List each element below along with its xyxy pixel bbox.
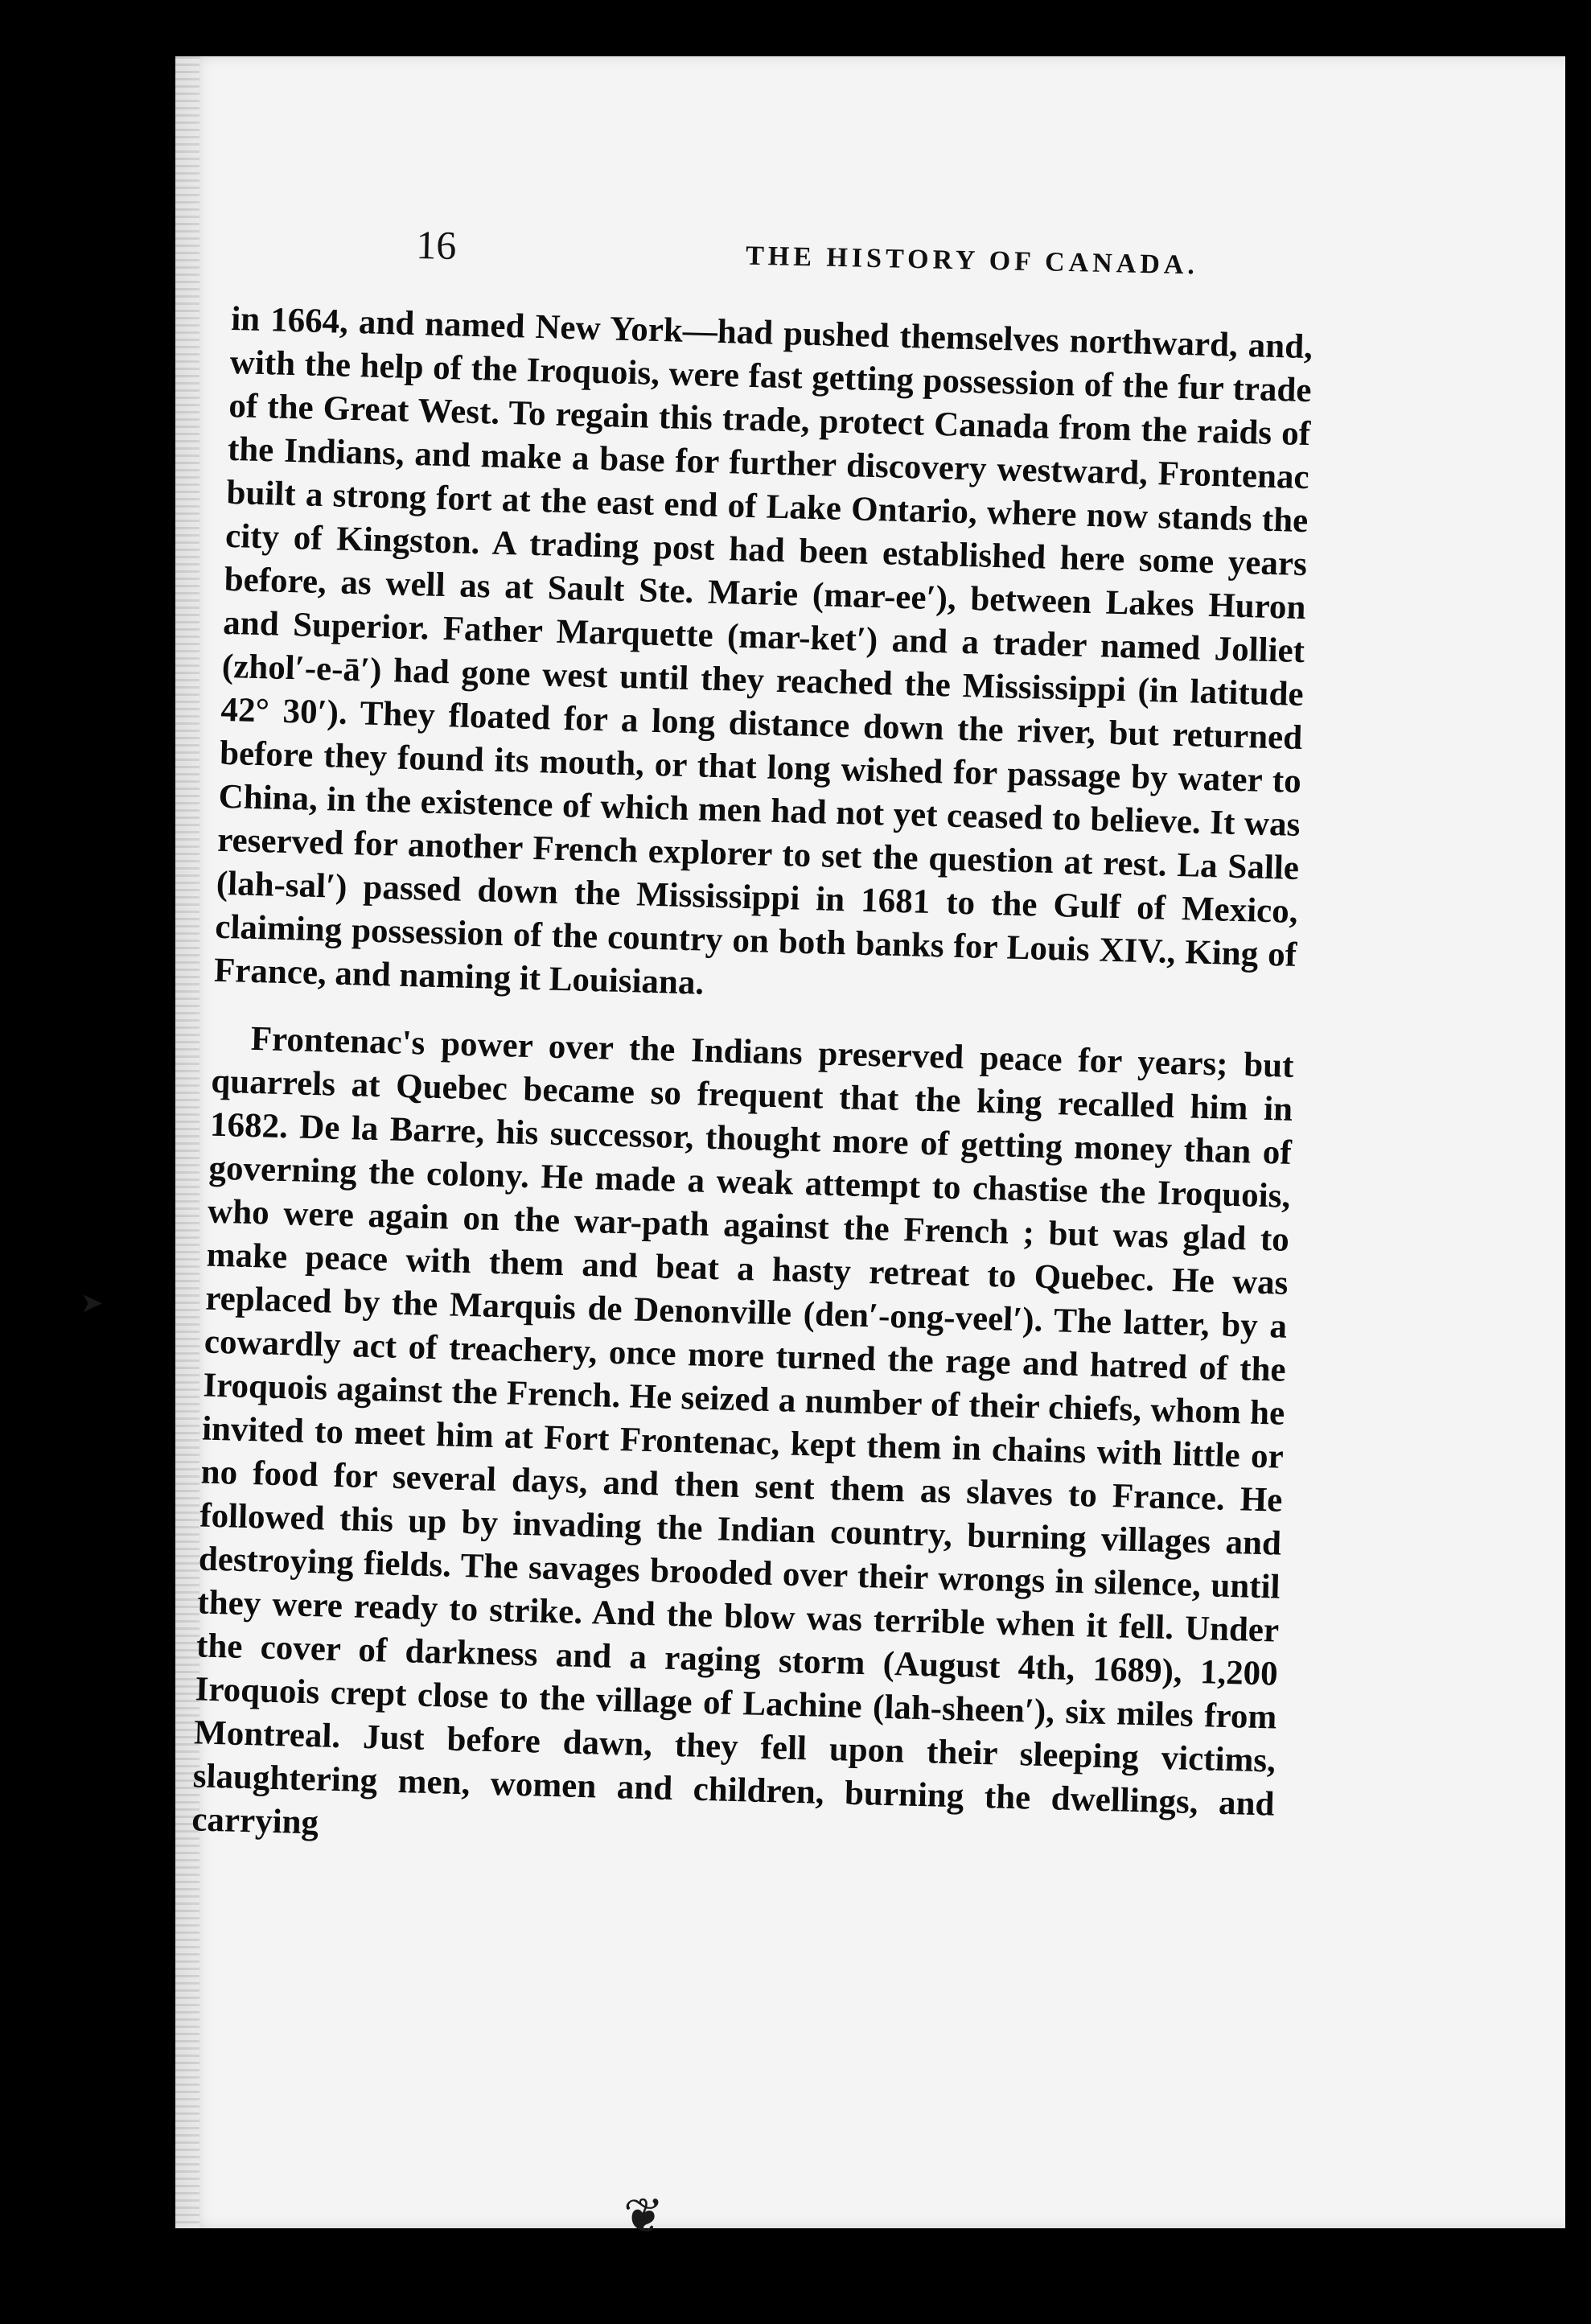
page-header	[415, 221, 1349, 305]
page-gutter	[175, 56, 199, 2228]
page-number: 16	[415, 221, 457, 269]
paragraph-1: in 1664, and named New York—had pushed themselves northward, and, with the help of the Iroquois, were fast getting possession of the fur trade of the Great West. To regain this trade, protect Canada from the raids of the Indians, and make a base for further discovery westward, Frontenac built a strong fort at the east end of Lake Ontario, where now stands the city of Kingston. A trading post had been established here some years before, as well as at Sault Ste. Marie (mar-ee′), between Lakes Huron and Superior. Father Marquette (mar-ket′) and a trader named Jolliet (zhol′-e-ā′) had gone west until they reached the Mississippi (in latitude 42° 30′). They floated for a long distance down the river, but returned before they found its mouth, or that long wished for passage by water to China, in the existence of which men had not yet ceased to believe. It was reserved for another French explorer to set the question at rest. La Salle (lah-sal′) passed down the Mississippi in 1681 to the Gulf of Mexico, claiming possession of the country on both banks for Louis XIV., King of France, and naming it Louisiana.	[213, 299, 1314, 1002]
paragraph-2: Frontenac's power over the Indians preserved peace for years; but quarrels at Quebec became so frequent that the king recalled him in 1682. De la Barre, his successor, thought more of getting money than of governing the colony. He made a weak attempt to chastise the Iroquois, who were again on the war-path against the French ; but was glad to make peace with them and beat a hasty retreat to Quebec. He was replaced by the Marquis de Denonville (den′-ong-veel′). The latter, by a cowardly act of treachery, once more turned the rage and hatred of the Iroquois against the French. He seized a number of their chiefs, whom he invited to meet him at Fort Frontenac, kept them in chains with little or no food for several days, and then sent them as slaves to France. He followed this up by invading the Indian country, burning villages and destroying fields. The savages brooded over their wrongs in silence, until they were ready to strike. And the blow was terrible when it fell. Under the cover of darkness and a raging storm (August 4th, 1689), 1,200 Iroquois crept close to the village of Lachine (lah-sheen′), six miles from Montreal. Just before dawn, they fell upon their sleeping victims, slaughtering men, women and children, burning the dwellings, and carrying	[191, 1019, 1295, 1842]
scan-mark-icon: ➤	[80, 1287, 104, 1319]
ink-blot-icon: ❦	[623, 2188, 664, 2244]
running-head: THE HISTORY OF CANADA.	[745, 241, 1199, 281]
body-text	[191, 298, 1314, 1870]
